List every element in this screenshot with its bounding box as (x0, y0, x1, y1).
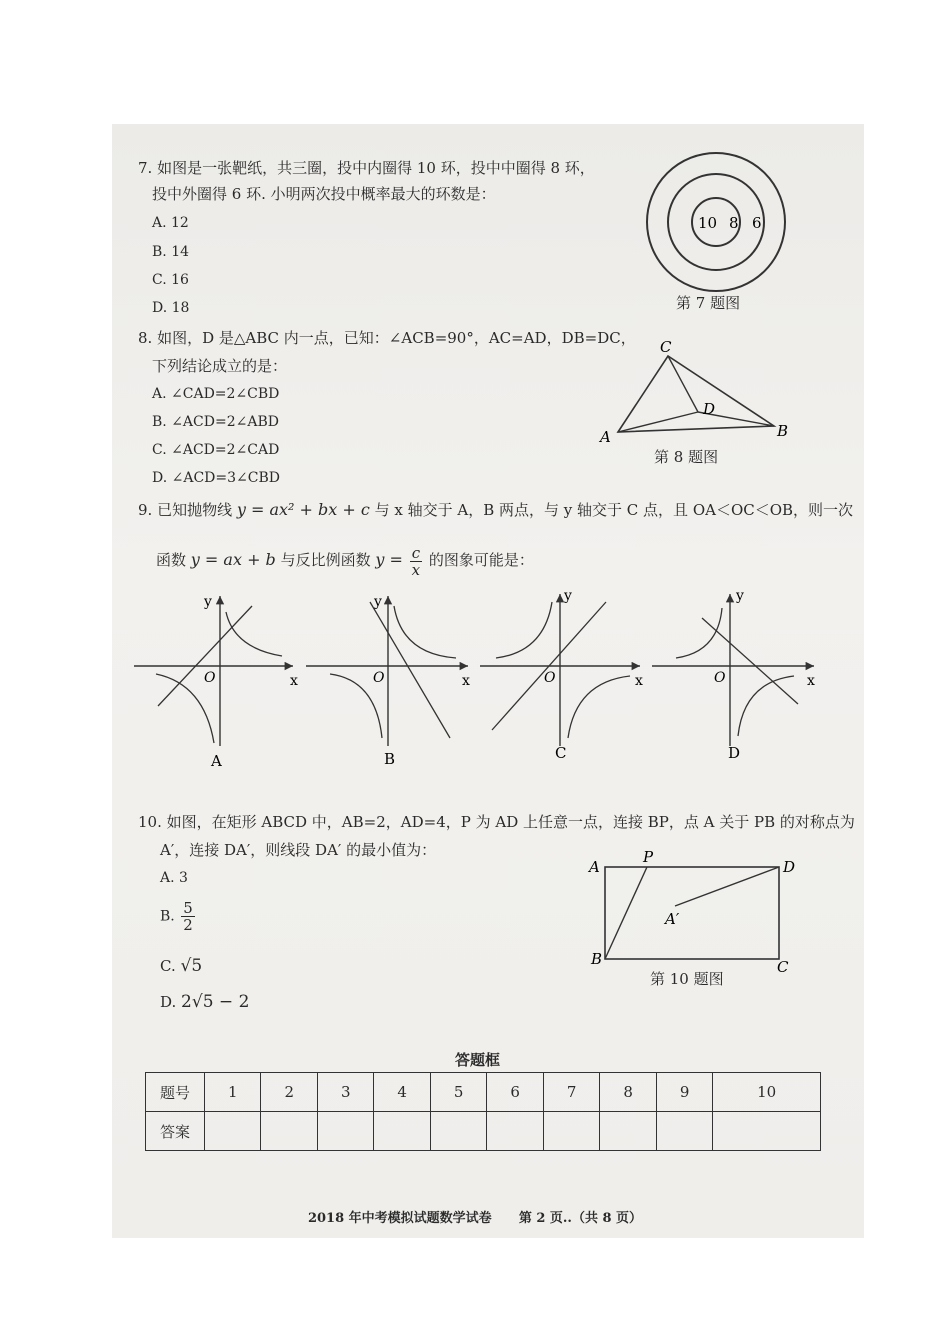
q10-option-d[interactable] (160, 992, 249, 1012)
q9-linear-formula: y = ax + b (190, 550, 276, 569)
q8-point-c: C (660, 338, 672, 356)
q10-point-a: A (589, 858, 600, 876)
q7-caption: 第 7 题图 (676, 294, 741, 312)
q9-text-line1 (138, 500, 853, 520)
q7-option-a[interactable]: A. 12 (152, 215, 189, 231)
question-number-cell: 3 (317, 1073, 373, 1112)
q8-triangle-abc (618, 356, 774, 432)
svg-text:x: x (635, 673, 643, 689)
svg-text:y: y (736, 588, 744, 604)
q10-point-a-prime: A′ (665, 910, 680, 928)
svg-text:x: x (807, 673, 815, 689)
q9-line2-pre: 函数 (156, 551, 187, 569)
footer-page-number: 第 2 页..（共 8 页） (518, 1211, 643, 1226)
q10-segment-da-prime (675, 867, 779, 906)
q7-target-figure (640, 150, 800, 296)
q7-text-line1: 7. 如图是一张靶纸，共三圈，投中内圈得 10 环，投中中圈得 8 环， (138, 159, 595, 177)
answer-box-title: 答题框 (455, 1051, 501, 1069)
q9-graph-a[interactable] (134, 594, 298, 770)
answer-cell-6[interactable] (487, 1112, 543, 1151)
answer-table-header-answer: 答案 (146, 1112, 205, 1151)
q10-option-d-value: 2√5 − 2 (181, 992, 250, 1012)
q7-text-line2: 投中外圈得 6 环. 小明两次投中概率最大的环数是： (152, 185, 496, 203)
q8-caption: 第 8 题图 (654, 448, 719, 466)
q10-text-line2: A′，连接 DA′，则线段 DA′ 的最小值为： (160, 841, 437, 859)
q10-caption: 第 10 题图 (650, 970, 724, 988)
q7-option-d[interactable]: D. 18 (152, 300, 190, 316)
answer-cell-1[interactable] (205, 1112, 261, 1151)
q8-option-d[interactable]: D. ∠ACD=3∠CBD (152, 470, 280, 486)
q9-graph-b-label: B (384, 750, 396, 768)
svg-text:y: y (374, 594, 382, 610)
answer-table-header-number: 题号 (146, 1073, 205, 1112)
q10-rectangle-figure (585, 848, 805, 976)
svg-text:O: O (714, 670, 726, 686)
q10-option-d-prefix: D. (160, 993, 177, 1011)
question-number-cell: 6 (487, 1073, 543, 1112)
q9-graph-d[interactable] (652, 588, 815, 762)
svg-text:x: x (290, 673, 298, 689)
q9-line1-pre: 9. 已知抛物线 (138, 501, 233, 519)
question-number-cell: 2 (261, 1073, 317, 1112)
q8-option-b[interactable]: B. ∠ACD=2∠ABD (152, 414, 279, 430)
answer-cell-5[interactable] (430, 1112, 486, 1151)
q9-fraction-numerator: c (411, 543, 421, 562)
svg-text:x: x (462, 673, 470, 689)
svg-text:O: O (204, 670, 216, 686)
q9-parabola-formula: y = ax² + bx + c (236, 500, 370, 519)
q9-text-line2 (156, 542, 534, 578)
svg-text:O: O (544, 670, 556, 686)
svg-text:y: y (564, 588, 572, 604)
question-number-cell: 9 (656, 1073, 712, 1112)
q10-point-p: P (643, 848, 654, 866)
q7-option-c[interactable]: C. 16 (152, 272, 189, 288)
answer-table-row-numbers (146, 1073, 821, 1112)
q10-rectangle-abcd (605, 867, 779, 959)
q9-inverse-formula: y = (375, 550, 403, 569)
q9-fraction-denominator: x (411, 560, 421, 579)
q10-option-b-fraction (181, 900, 195, 933)
q10-option-c[interactable] (160, 956, 202, 976)
q8-point-d: D (703, 400, 716, 418)
q10-segment-bp (605, 867, 647, 959)
question-number-cell: 5 (430, 1073, 486, 1112)
q9-graphs (130, 588, 830, 778)
question-number-cell: 8 (600, 1073, 656, 1112)
q7-label-10: 10 (698, 214, 718, 232)
q8-option-a[interactable]: A. ∠CAD=2∠CBD (152, 386, 280, 402)
q7-label-8: 8 (729, 214, 739, 232)
q10-option-b-prefix: B. (160, 908, 175, 925)
q10-point-d: D (783, 858, 796, 876)
q10-option-b[interactable] (160, 900, 197, 933)
question-number-cell: 4 (374, 1073, 430, 1112)
q10-option-c-prefix: C. (160, 957, 176, 975)
answer-cell-4[interactable] (374, 1112, 430, 1151)
answer-table-row-answers (146, 1112, 821, 1151)
answer-cell-2[interactable] (261, 1112, 317, 1151)
footer-exam-title: 2018 年中考模拟试题数学试卷 (307, 1211, 492, 1226)
answer-table (145, 1072, 821, 1151)
q10-point-b: B (591, 950, 603, 968)
q9-graph-b[interactable] (306, 594, 470, 768)
q9-line2-post: 的图象可能是： (428, 551, 534, 569)
q8-point-b: B (777, 422, 789, 440)
answer-cell-9[interactable] (656, 1112, 712, 1151)
q10-option-a[interactable]: A. 3 (160, 870, 188, 886)
q9-graph-c[interactable] (480, 588, 643, 762)
q8-segment-cd (668, 356, 698, 412)
question-number-cell: 1 (205, 1073, 261, 1112)
q9-graph-c-label: C (555, 744, 567, 762)
q9-line1-post: 与 x 轴交于 A，B 两点，与 y 轴交于 C 点，且 OA＜OC＜OB，则一次 (374, 501, 854, 519)
answer-cell-7[interactable] (543, 1112, 599, 1151)
q8-option-c[interactable]: C. ∠ACD=2∠CAD (152, 442, 280, 458)
q9-graph-d-label: D (728, 744, 741, 762)
q8-text-line2: 下列结论成立的是： (152, 357, 288, 375)
svg-text:O: O (373, 670, 385, 686)
page-footer (0, 1207, 950, 1226)
q10-point-c: C (777, 958, 789, 976)
q7-option-b[interactable]: B. 14 (152, 244, 190, 260)
answer-cell-3[interactable] (317, 1112, 373, 1151)
answer-cell-8[interactable] (600, 1112, 656, 1151)
svg-text:y: y (204, 594, 212, 610)
answer-cell-10[interactable] (713, 1112, 821, 1151)
q9-line2-mid: 与反比例函数 (280, 551, 371, 569)
q8-text-line1: 8. 如图，D 是△ABC 内一点，已知：∠ACB=90°，AC=AD，DB=DC， (138, 329, 636, 347)
q8-triangle-figure (590, 338, 800, 446)
q9-fraction (410, 545, 422, 578)
q10-text-line1: 10. 如图，在矩形 ABCD 中，AB=2，AD=4，P 为 AD 上任意一点，连接 BP，点 A 关于 PB 的对称点为 (138, 813, 855, 831)
q8-point-a: A (600, 428, 611, 446)
q7-label-6: 6 (752, 214, 762, 232)
q9-graph-a-label: A (211, 752, 222, 770)
question-number-cell: 10 (713, 1073, 821, 1112)
question-number-cell: 7 (543, 1073, 599, 1112)
q10-option-b-denominator: 2 (183, 916, 193, 934)
q10-option-b-numerator: 5 (183, 899, 193, 917)
q10-option-c-value: √5 (180, 956, 203, 976)
